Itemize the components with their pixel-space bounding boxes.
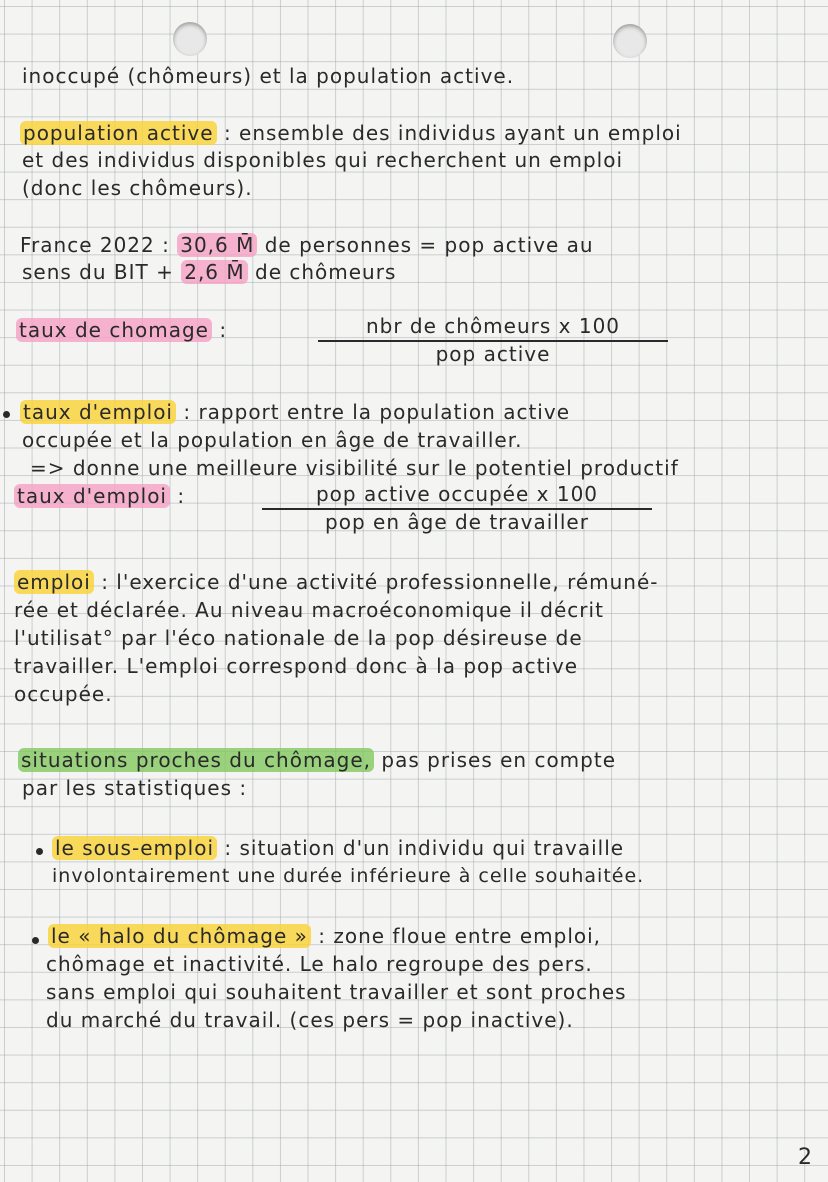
text-line: et des individus disponibles qui recherchent un emploi	[22, 148, 624, 172]
text-line: du marché du travail. (ces pers = pop inactive).	[46, 1008, 574, 1032]
text-line: inoccupé (chômeurs) et la population active.	[22, 64, 515, 88]
bullet-icon	[32, 937, 39, 944]
text: de personnes = pop active au	[264, 233, 594, 257]
text-line	[18, 748, 616, 772]
term-halo-chomage: le « halo du chômage »	[48, 924, 311, 948]
term-taux-emploi: taux d'emploi	[20, 400, 176, 424]
term-situations-proches: situations proches du chômage,	[18, 748, 374, 772]
definition: : situation d'un individu qui travaille	[224, 836, 625, 860]
definition: : l'exercice d'une activité professionnelle, rémuné-	[101, 570, 659, 594]
value-highlight: 30,6 M̄	[177, 233, 257, 257]
numerator: nbr de chômeurs x 100	[318, 314, 668, 342]
text-line	[22, 260, 396, 284]
colon: :	[219, 318, 228, 342]
text-line: (donc les chômeurs).	[22, 176, 253, 200]
denominator: pop active	[435, 342, 551, 366]
formula-taux-emploi	[262, 482, 652, 534]
text-line	[20, 400, 570, 424]
text-line	[20, 233, 594, 257]
term-sous-emploi: le sous-emploi	[52, 836, 217, 860]
text-line: par les statistiques :	[22, 776, 248, 800]
text-line: sans emploi qui souhaitent travailler et sont proches	[46, 980, 627, 1004]
numerator: pop active occupée x 100	[262, 482, 652, 510]
text-line: rée et déclarée. Au niveau macroéconomique il décrit	[14, 598, 604, 622]
formula-taux-chomage	[318, 314, 668, 366]
text-line	[20, 121, 682, 145]
definition: : ensemble des individus ayant un emploi	[223, 121, 682, 145]
text-line	[14, 484, 185, 508]
text-line: occupée.	[14, 682, 113, 706]
term-emploi: emploi	[14, 570, 94, 594]
denominator: pop en âge de travailler	[325, 510, 589, 534]
text: France 2022 :	[20, 233, 170, 257]
text-line	[14, 570, 659, 594]
definition: : zone floue entre emploi,	[318, 924, 602, 948]
text-line	[48, 924, 601, 948]
page-number: 2	[798, 1145, 812, 1170]
value-highlight: 2,6 M̄	[181, 260, 247, 284]
colon: :	[177, 484, 186, 508]
text-line: => donne une meilleure visibilité sur le potentiel productif	[30, 456, 679, 480]
text: sens du BIT +	[22, 260, 174, 284]
text-line: l'utilisat° par l'éco nationale de la pop désireuse de	[14, 626, 583, 650]
definition: pas prises en compte	[381, 748, 617, 772]
term-taux-chomage: taux de chomage	[16, 318, 212, 342]
text-line: travailler. L'emploi correspond donc à la pop active	[14, 654, 579, 678]
text-line: occupée et la population en âge de travailler.	[22, 428, 523, 452]
punch-hole	[173, 22, 207, 56]
text-line	[16, 318, 227, 342]
bullet-icon	[3, 411, 10, 418]
term-population-active: population active	[20, 121, 217, 145]
bullet-icon	[36, 848, 43, 855]
text-line	[52, 836, 624, 860]
punch-hole	[613, 24, 647, 58]
text-line: involontairement une durée inférieure à celle souhaitée.	[52, 865, 645, 887]
term-taux-emploi: taux d'emploi	[14, 484, 170, 508]
definition: : rapport entre la population active	[183, 400, 570, 424]
text: de chômeurs	[255, 260, 397, 284]
text-line: chômage et inactivité. Le halo regroupe des pers.	[46, 952, 593, 976]
